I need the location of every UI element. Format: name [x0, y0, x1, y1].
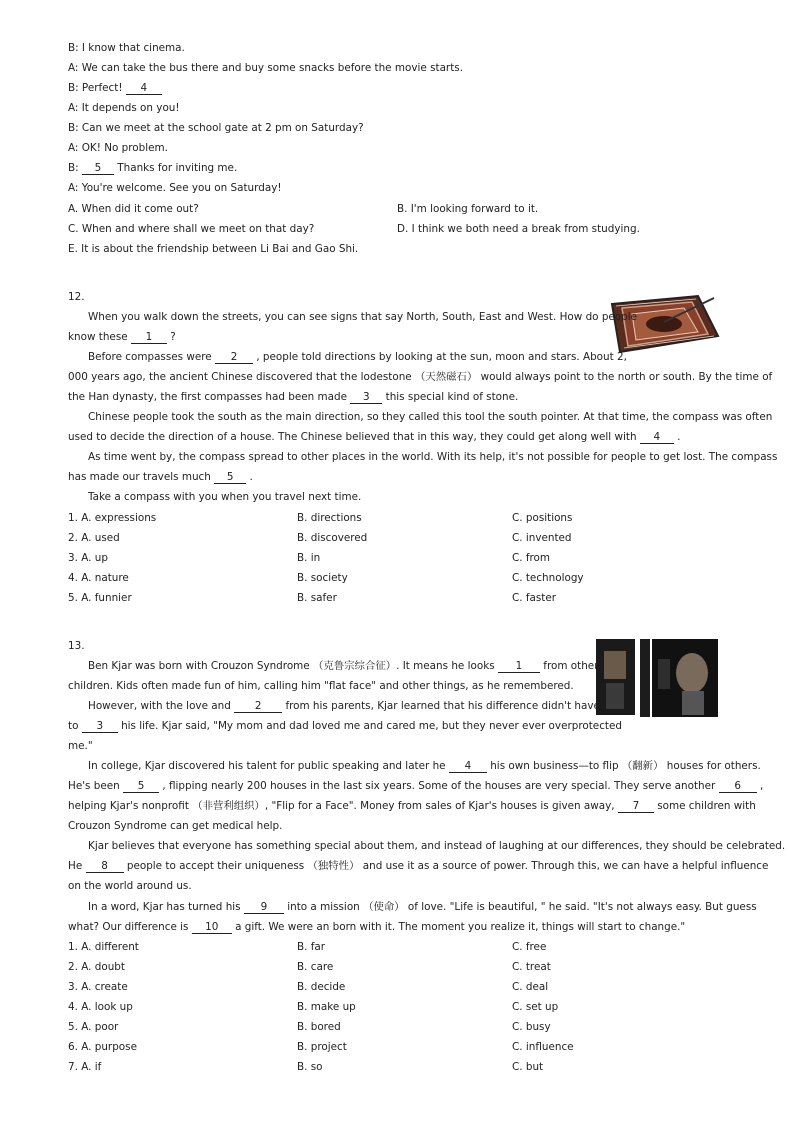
option[interactable]: B. care: [297, 961, 334, 973]
q13-paragraph: He's been 5 , flipping nearly 200 houses in the last six years. Some of the houses are very special. They serve another 6 ,: [68, 780, 764, 792]
q12-paragraph: Take a compass with you when you travel next time.: [88, 491, 362, 503]
option[interactable]: 5. A. poor: [68, 1021, 119, 1033]
question-number: 12.: [68, 291, 85, 303]
option[interactable]: B. so: [297, 1061, 323, 1073]
q13-paragraph: In a word, Kjar has turned his 9 into a mission （使命） of love. "Life is beautiful, " he said. "It's not always easy. But guess: [88, 901, 757, 913]
blank[interactable]: 2: [215, 351, 253, 364]
option[interactable]: 3. A. create: [68, 981, 128, 993]
dialogue-line: B: Can we meet at the school gate at 2 pm on Saturday?: [68, 122, 364, 134]
option[interactable]: 2. A. doubt: [68, 961, 125, 973]
blank[interactable]: 2: [234, 700, 282, 713]
option[interactable]: C. deal: [512, 981, 549, 993]
q13-paragraph: to 3 his life. Kjar said, "My mom and dad loved me and cared me, but they never ever overprotected: [68, 720, 622, 732]
option[interactable]: 1. A. expressions: [68, 512, 157, 524]
option[interactable]: B. bored: [297, 1021, 341, 1033]
option[interactable]: B. decide: [297, 981, 346, 993]
option[interactable]: C. faster: [512, 592, 557, 604]
q13-paragraph: In college, Kjar discovered his talent for public speaking and later he 4 his own business—to flip （翻新） houses for others.: [88, 760, 761, 772]
blank[interactable]: 9: [244, 901, 284, 914]
q12-paragraph: Chinese people took the south as the main direction, so they called this tool the south pointer. At that time, the compass was often: [88, 411, 773, 423]
blank[interactable]: 1: [498, 660, 540, 673]
dialogue-option[interactable]: D. I think we both need a break from studying.: [397, 223, 640, 235]
blank[interactable]: 6: [719, 780, 757, 793]
option[interactable]: C. free: [512, 941, 547, 953]
blank[interactable]: 4: [449, 760, 487, 773]
q13-paragraph: on the world around us.: [68, 880, 192, 892]
blank[interactable]: 7: [618, 800, 654, 813]
q13-paragraph: helping Kjar's nonprofit （非营利组织）, "Flip for a Face". Money from sales of Kjar's houses is given away, 7 some children with: [68, 800, 756, 812]
option[interactable]: B. safer: [297, 592, 337, 604]
option[interactable]: B. directions: [297, 512, 362, 524]
dialogue-option[interactable]: E. It is about the friendship between Li Bai and Gao Shi.: [68, 243, 359, 255]
q13-paragraph: Ben Kjar was born with Crouzon Syndrome （克鲁宗综合征）. It means he looks 1 from other: [88, 660, 599, 672]
dialogue-line: B: 5 Thanks for inviting me.: [68, 162, 238, 174]
option[interactable]: 1. A. different: [68, 941, 139, 953]
q12-paragraph: As time went by, the compass spread to other places in the world. With its help, it's not possible for people to get lost. The compass: [88, 451, 778, 463]
option[interactable]: C. busy: [512, 1021, 551, 1033]
dialogue-line: A: OK! No problem.: [68, 142, 168, 154]
q13-paragraph: children. Kids often made fun of him, calling him "flat face" and other things, as he remembered.: [68, 680, 574, 692]
blank[interactable]: 4: [640, 431, 674, 444]
option[interactable]: B. project: [297, 1041, 347, 1053]
blank[interactable]: 4: [126, 82, 162, 95]
option[interactable]: 7. A. if: [68, 1061, 102, 1073]
q13-paragraph: me.": [68, 740, 93, 752]
dialogue-line: A: You're welcome. See you on Saturday!: [68, 182, 282, 194]
dialogue-option[interactable]: C. When and where shall we meet on that day?: [68, 223, 315, 235]
option[interactable]: 3. A. up: [68, 552, 108, 564]
blank[interactable]: 5: [82, 162, 114, 175]
option[interactable]: 2. A. used: [68, 532, 120, 544]
blank[interactable]: 5: [214, 471, 246, 484]
question-number: 13.: [68, 640, 85, 652]
blank[interactable]: 3: [82, 720, 118, 733]
blank[interactable]: 5: [123, 780, 159, 793]
option[interactable]: B. in: [297, 552, 321, 564]
option[interactable]: C. from: [512, 552, 551, 564]
blank[interactable]: 1: [131, 331, 167, 344]
option[interactable]: B. make up: [297, 1001, 356, 1013]
q13-paragraph: However, with the love and 2 from his parents, Kjar learned that his difference didn't have: [88, 700, 600, 712]
q13-paragraph: Crouzon Syndrome can get medical help.: [68, 820, 283, 832]
q12-paragraph: the Han dynasty, the first compasses had been made 3 this special kind of stone.: [68, 391, 519, 403]
option[interactable]: C. treat: [512, 961, 551, 973]
option[interactable]: C. invented: [512, 532, 572, 544]
option[interactable]: 4. A. look up: [68, 1001, 133, 1013]
option[interactable]: 4. A. nature: [68, 572, 129, 584]
dialogue-option[interactable]: B. I'm looking forward to it.: [397, 203, 539, 215]
q13-paragraph: He 8 people to accept their uniqueness （独特性） and use it as a source of power. Through this, we can have a helpful influence: [68, 860, 769, 872]
blank[interactable]: 10: [192, 921, 232, 934]
q13-paragraph: what? Our difference is 10 a gift. We were an born with it. The moment you realize it, things will start to change.": [68, 921, 686, 933]
option[interactable]: C. technology: [512, 572, 584, 584]
option[interactable]: 5. A. funnier: [68, 592, 132, 604]
option[interactable]: C. positions: [512, 512, 573, 524]
q13-paragraph: Kjar believes that everyone has something special about them, and instead of laughing at our differences, they should be celebrated.: [88, 840, 786, 852]
q12-paragraph: know these 1 ?: [68, 331, 176, 343]
photo-image-icon: [596, 639, 720, 717]
dialogue-option[interactable]: A. When did it come out?: [68, 203, 199, 215]
option[interactable]: C. influence: [512, 1041, 574, 1053]
q12-paragraph: Before compasses were 2 , people told directions by looking at the sun, moon and stars. About 2,: [88, 351, 627, 363]
option[interactable]: B. far: [297, 941, 326, 953]
dialogue-line: B: Perfect! 4: [68, 81, 162, 95]
option[interactable]: 6. A. purpose: [68, 1041, 137, 1053]
option[interactable]: B. discovered: [297, 532, 368, 544]
q12-paragraph: 000 years ago, the ancient Chinese discovered that the lodestone （天然磁石） would always point to the north or south. By the time of: [68, 371, 773, 383]
dialogue-line: B: I know that cinema.: [68, 42, 185, 54]
q12-paragraph: used to decide the direction of a house. The Chinese believed that in this way, they could get along well with 4 .: [68, 431, 681, 443]
option[interactable]: C. but: [512, 1061, 544, 1073]
q12-paragraph: When you walk down the streets, you can see signs that say North, South, East and West. How do people: [88, 311, 638, 323]
option[interactable]: B. society: [297, 572, 348, 584]
blank[interactable]: 3: [350, 391, 382, 404]
compass-image-icon: [606, 294, 722, 354]
dialogue-line: A: We can take the bus there and buy some snacks before the movie starts.: [68, 62, 463, 74]
dialogue-line: A: It depends on you!: [68, 102, 180, 114]
blank[interactable]: 8: [86, 860, 124, 873]
q12-paragraph: has made our travels much 5 .: [68, 471, 253, 483]
option[interactable]: C. set up: [512, 1001, 559, 1013]
